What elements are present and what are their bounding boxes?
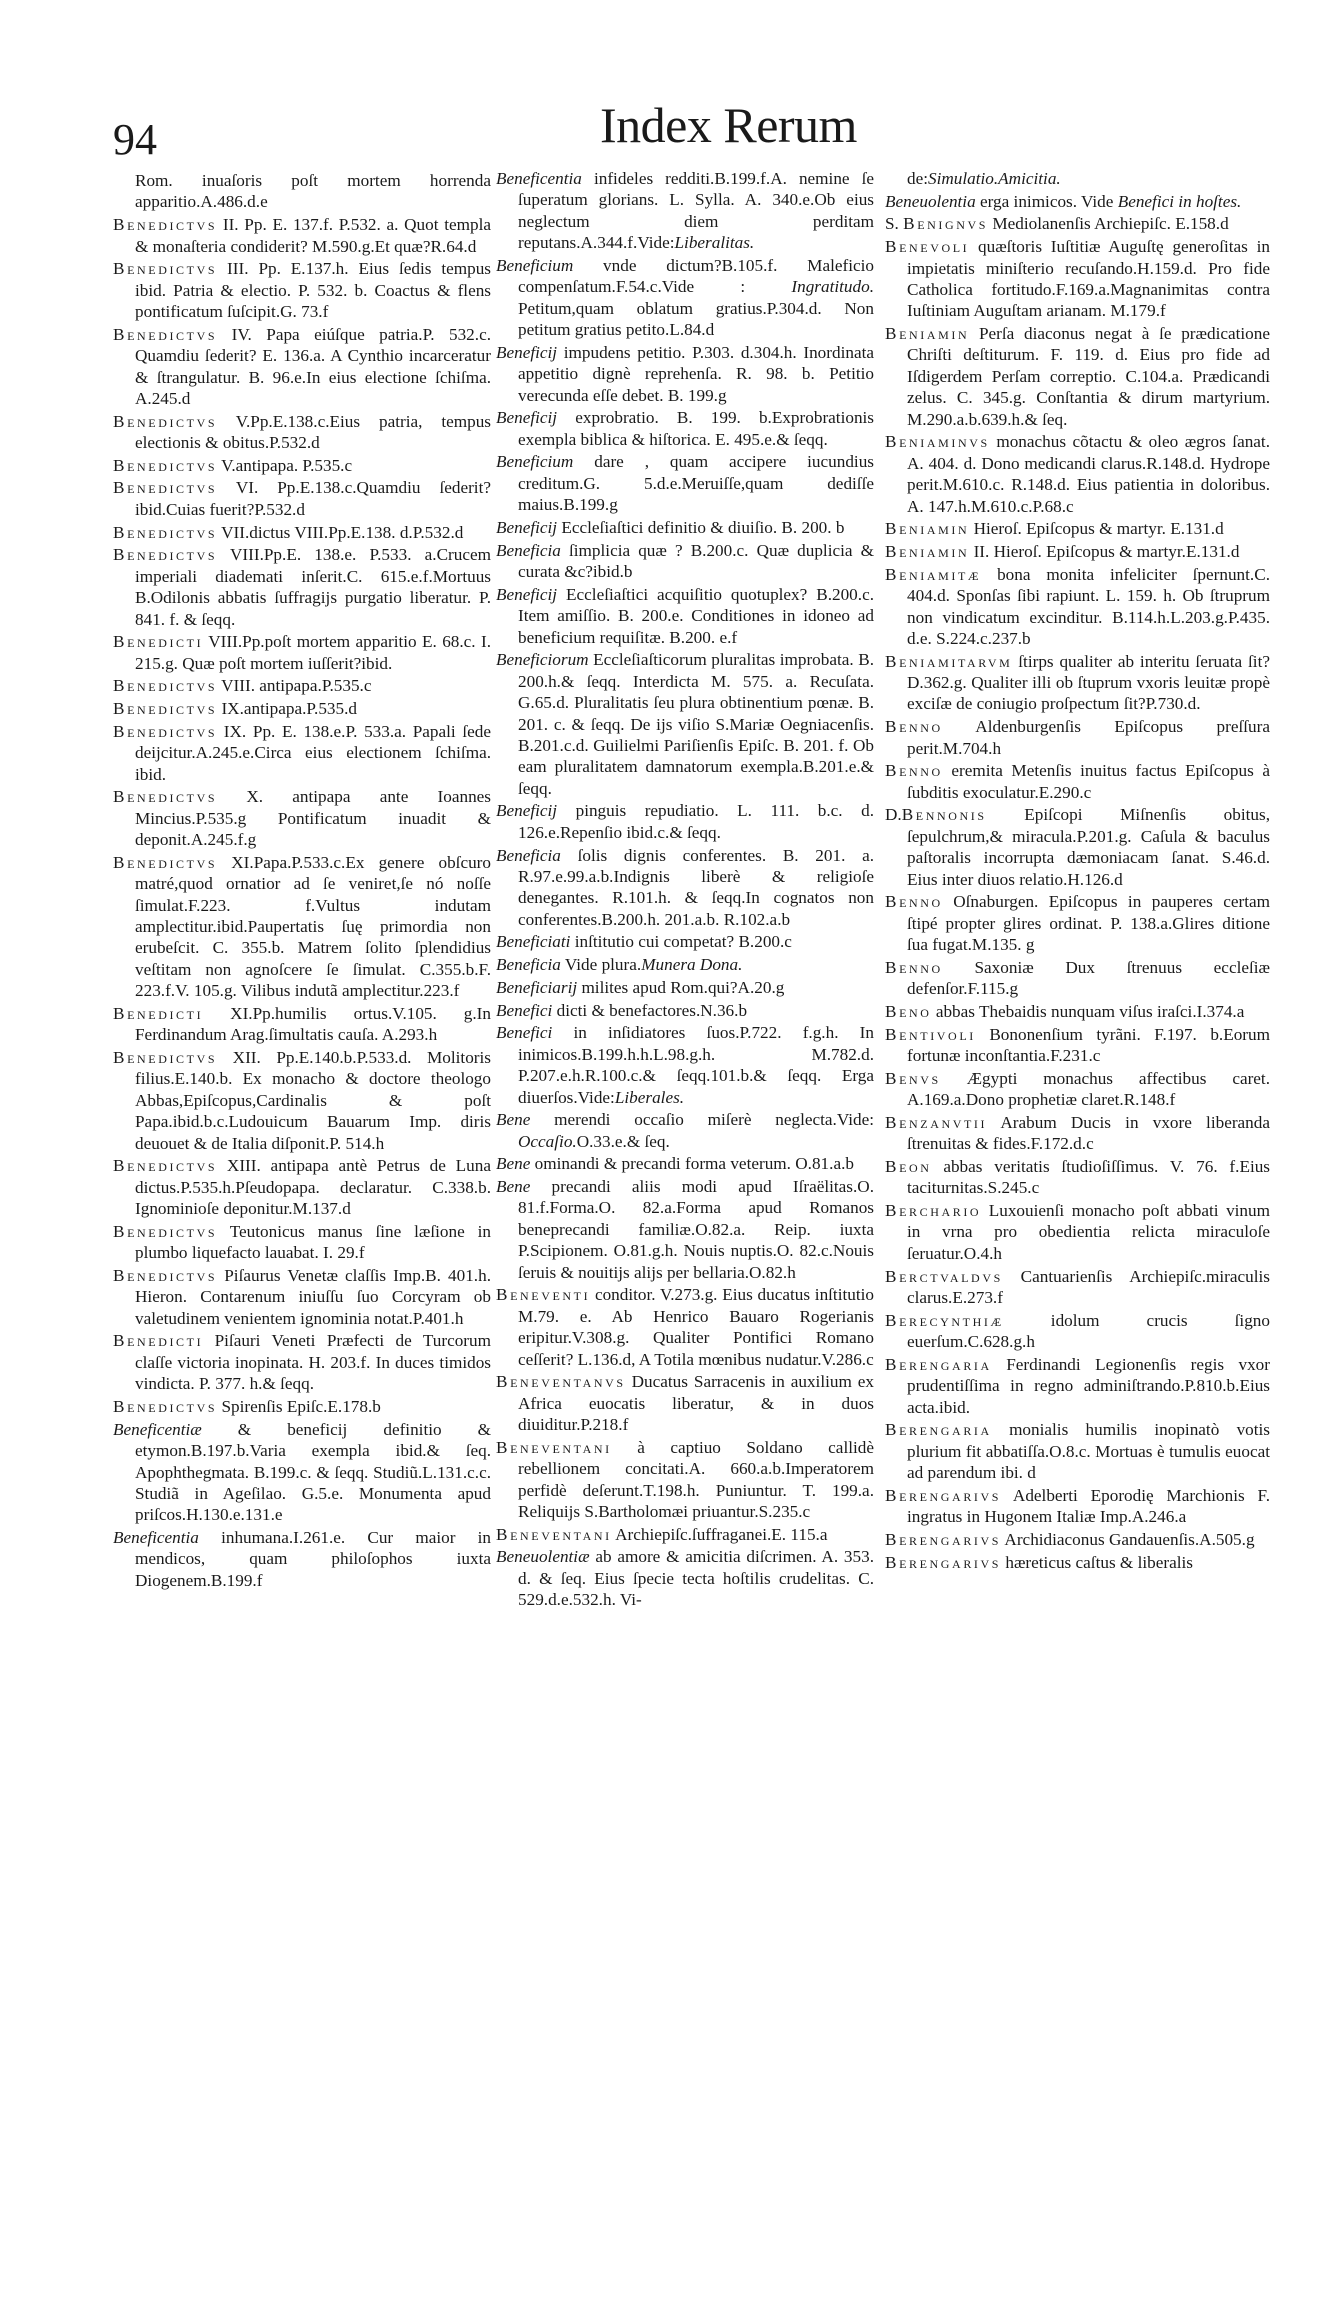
entry-headword: Benvs [885,1068,941,1088]
entry-headword: Beneficiarij [496,977,578,997]
entry-headword: Benedictvs [113,1396,218,1416]
index-entry [113,1003,491,1046]
index-entry [885,431,1270,517]
entry-headword: Berengaria [885,1420,992,1440]
index-entry [885,323,1270,430]
entry-text: IX. Pp. E. 138.e.P. 533.a. Papali ſede deijcitur.A.245.e.Circa eius electionem ſchiſma. ibid. [135,721,491,784]
entry-text: Mediolanenſis Archiepiſc. E.158.d [988,214,1229,234]
entry-headword: Benefici [496,1000,553,1020]
index-entry [113,544,491,630]
entry-text: V.Pp.E.138.c.Eius patria, tempus electionis & obitus.P.532.d [135,411,491,453]
entry-headword: Benefici [496,1023,553,1043]
entry-headword: Benedictvs [113,522,218,542]
index-entry [496,800,874,843]
entry-headword: Beneficium [496,452,574,472]
entry-text: ſimplicia quæ ? B.200.c. Quæ duplicia & curata &c?ibid.b [518,540,874,582]
index-entry [113,1396,491,1417]
entry-headword: Bentivoli [885,1024,976,1044]
entry-headword: Beneficium [496,255,574,275]
index-entry [885,804,1270,890]
index-entry [496,1000,874,1021]
entry-text: Ferdinandi Legionenſis regis vxor prudentiſſima in regno adminiſtrando.P.810.b.Eius acta.ibid. [907,1354,1270,1417]
entry-text: VIII.Pp.poſt mortem apparitio E. 68.c. I. 215.g. Quæ poſt mortem iuſſerit?ibid. [135,632,491,673]
entry-text: in inſidiatores ſuos.P.722. f.g.h. In inimicos.B.199.h.h.L.98.g.h. M.782.d. P.207.e.h.R.100.c.& ſeqq.101.b.& ſeqq. Erga diuerſos.Vide: [518,1023,874,1107]
entry-text: vnde dictum?B.105.f. Maleficio compenſatum.F.54.c.Vide : [518,255,874,297]
entry-headword: Beniamin [885,324,970,344]
entry-text: Eccleſiaſtici definitio & diuiſio. B. 200. b [557,517,845,537]
index-entry [496,342,874,406]
entry-headword: Beneficentiæ [113,1419,202,1439]
entry-text: Piſauri Veneti Præfecti de Turcorum claſſe victoria inopinata. H. 203.f. In duces timidos vindicta. P. 377. h.& ſeqq. [135,1331,491,1394]
entry-headword: Benedictvs [113,1221,218,1241]
entry-text: Benignvs [903,214,989,234]
index-entry [496,954,874,975]
entry-headword: Beneventani [496,1437,612,1457]
index-entry [885,518,1270,539]
index-entry [496,255,874,341]
entry-headword: Benedictvs [113,1048,218,1067]
entry-text: D. [885,805,902,825]
index-entry [113,1047,491,1154]
entry-text: Vide plura. [560,955,642,975]
cross-reference: Simulatio.Amicitia. [928,169,1061,188]
entry-text: XI.Pp.humilis ortus.V.105. g.In Ferdinandum Arag.ſimultatis cauſa. A.293.h [135,1003,491,1045]
entry-text: VIII. antipapa.P.535.c [217,676,372,696]
entry-headword: Benedictvs [113,787,218,807]
entry-headword: Beniamin [885,519,970,539]
index-entry-continuation [113,170,491,213]
cross-reference: Ingratitudo. [791,277,874,297]
index-entry [885,1112,1270,1155]
index-entry [885,1156,1270,1199]
entry-headword: Beneficiorum [496,650,589,670]
index-entry [113,411,491,454]
index-entry [885,760,1270,803]
index-entry [885,1310,1270,1353]
index-entry [885,564,1270,650]
entry-text: X. antipapa ante Ioannes Mincius.P.535.g Pontificatum inuadit & deponit.A.245.f.g [135,787,491,850]
entry-text: Ægypti monachus affectibus caret. A.169.a.Dono prophetiæ claret.R.148.f [907,1068,1270,1110]
entry-headword: Beneficij [496,801,558,821]
entry-text: Aldenburgenſis Epiſcopus preſſura perit.M.704.h [907,717,1270,758]
entry-headword: Berengarivs [885,1485,1002,1505]
cross-reference: Occaſio. [518,1131,577,1151]
entry-headword: Benedictvs [113,1265,218,1285]
index-entry [496,1546,874,1610]
cross-reference: Benefici in hoſtes. [1117,191,1242,211]
index-entry [113,631,491,674]
cross-reference: Liberalitas. [674,233,755,253]
index-entry [496,649,874,799]
entry-text: Bennonis [901,805,987,825]
index-entry [496,1437,874,1523]
entry-text: ominandi & precandi forma veterum. O.81.a.b [530,1154,854,1174]
entry-headword: Benedictvs [113,852,218,872]
cross-reference: Munera Dona. [641,955,743,975]
index-entry [113,477,491,520]
index-entry [885,1529,1270,1550]
entry-text: Piſaurus Venetæ claſſis Imp.B. 401.h. Hieron. Contarenum iniuſſu ſuo Corcyram ob valetudinem venientem ignominia notat.P.401.h [135,1265,491,1328]
index-entry [885,1354,1270,1418]
index-entry [496,977,874,998]
entry-text: Teutonicus manus ſine læſione in plumbo liquefacto lauabat. I. 29.f [135,1221,491,1263]
entry-text: IV. Papa eiúſque patria.P. 532.c. Quamdiu ſederit? E. 136.a. A Cynthio incarceratur & ſtrangulatur. B. 96.e.In eius electione ſchiſma. A.245.d [135,324,491,408]
entry-text: Spirenſis Epiſc.E.178.b [217,1396,381,1416]
index-column-middle [496,168,874,1612]
entry-text: inſtitutio cui competat? B.200.c [570,932,792,952]
index-entry [113,852,491,1002]
entry-headword: Benno [885,892,943,912]
entry-headword: Benedictvs [113,1156,218,1176]
entry-text: monachus cõtactu & oleo ægros ſanat. A. 404. d. Dono medicandi clarus.R.148.d. Hydrope perit.M.610.c. R.148.d. Eius patientia in doloribus. A. 147.h.M.610.c.P.68.c [907,432,1270,516]
entry-text: XI.Papa.P.533.c.Ex genere obſcuro matré,quod ornatior ad ſe veniret,ſe nó noſſe ſimulat.F.223. f.Vultus indutam amplectitur.ibid.Paupertatis ſuę primordia non erubeſcit. C. 355.b. Matrem ſolito ſplendidius veſtitam non agnoſcere ſe ſimulat. C.355.b.F. 223.f.V. 105.g. Vilibus indutã amplectitur.223.f [135,852,491,1001]
index-entry [496,407,874,450]
entry-text: Archidiaconus Gandauenſis.A.505.g [1001,1529,1255,1549]
entry-headword: Benedicti [113,1003,204,1023]
index-entry [113,1221,491,1264]
entry-headword: Benno [885,957,943,977]
entry-text: XIII. antipapa antè Petrus de Luna dictus.P.535.h.Pſeudopapa. declaratur. C.338.b. Ignominioſe deponitur.M.137.d [135,1156,491,1219]
entry-headword: Beneficij [496,342,558,362]
index-column-left [113,170,491,1593]
entry-text: pinguis repudiatio. L. 111. b.c. d. 126.e.Repenſio ibid.c.& ſeqq. [518,801,874,842]
entry-headword: Benedictvs [113,478,218,498]
index-entry [113,455,491,476]
entry-text: dare , quam accipere iucundius creditum.G. 5.d.e.Meruiſſe,quam dediſſe maius.B.199.g [518,452,874,515]
entry-text: Epiſcopi Miſnenſis obitus, ſepulchrum,& miracula.P.201.g. Caſula & baculus paſtoralis incorrupta dæmoniacam ſanat. S.46.d. Eius inter diuos relatio.H.126.d [907,805,1270,889]
index-entry [113,1527,491,1591]
entry-headword: Benedictvs [113,215,218,235]
entry-text: idolum crucis ſigno euerſum.C.628.g.h [907,1310,1270,1352]
entry-text: II. Pp. E. 137.f. P.532. a. Quot templa & monaſteria condiderit? M.590.g.Et quæ?R.64.d [135,215,491,256]
entry-headword: Benedicti [113,1331,204,1351]
entry-headword: Beon [885,1156,932,1176]
index-entry [496,584,874,648]
index-entry [885,191,1270,212]
entry-text: Rom. inuaſoris poſt mortem horrenda apparitio.A.486.d.e [135,171,491,212]
entry-text: Hieroſ. Epiſcopus & martyr. E.131.d [969,519,1224,539]
entry-headword: Benevoli [885,237,970,257]
index-entry [885,651,1270,715]
entry-headword: Berecynthiæ [885,1310,1004,1330]
entry-headword: Beno [885,1001,932,1021]
entry-headword: Berctvaldvs [885,1266,1003,1286]
entry-text: dicti & benefactores.N.36.b [552,1000,748,1020]
entry-headword: Bene [496,1110,531,1130]
index-entry [113,214,491,257]
entry-headword: Beneficiati [496,932,571,952]
entry-headword: Berchario [885,1201,982,1221]
index-entry [885,1001,1270,1022]
index-entry [885,1024,1270,1067]
index-entry [113,258,491,322]
index-entry [885,891,1270,955]
index-entry [885,1419,1270,1483]
entry-headword: Beneuolentiæ [496,1547,590,1567]
entry-headword: Beneficij [496,584,558,604]
entry-text: Adelberti Eporodię Marchionis F. ingratus in Hugonem Italiæ Imp.A.246.a [907,1485,1270,1527]
entry-text: Luxouienſi monacho poſt abbati vinum in vrna pro obedientia relicta miraculoſe ſeruatur.O.4.h [907,1201,1270,1263]
entry-text: Bononenſium tyrãni. F.197. b.Eorum fortunæ inconſtantia.F.231.c [907,1024,1270,1065]
index-entry [113,1265,491,1329]
entry-text: Perſa diaconus negat à ſe prædicatione Chriſti deſtiturum. F. 119. d. Eius pro fide ad Iſdigerdem Perſam correptio. C.104.a. Prædicandi zelus. C. 345.g. Conſtantia & dirum martyrium. M.290.a.b.639.h.& ſeq. [907,324,1270,429]
entry-headword: Beneuolentia [885,191,976,211]
index-entry [885,1552,1270,1573]
index-entry [885,1266,1270,1309]
index-entry [113,786,491,850]
index-entry [113,324,491,410]
entry-headword: Beniamitæ [885,564,982,584]
entry-headword: Benno [885,717,943,737]
entry-text: infideles redditi.B.199.f.A. nemine ſe ſuperatum glorians. L. Sylla. A. 340.e.Ob eius neglectum diem perditam reputans.A.344.f.Vide: [518,169,874,253]
entry-headword: Beneventani [496,1524,612,1544]
entry-text: IX.antipapa.P.535.d [217,699,358,719]
index-entry [496,451,874,515]
entry-headword: Beneficentia [496,169,582,188]
entry-headword: Beniamin [885,541,970,561]
entry-headword: Beneficentia [113,1528,199,1548]
entry-text: inhumana.I.261.e. Cur maior in mendicos, quam philoſophos iuxta Diogenem.B.199.f [135,1528,491,1590]
entry-headword: Benedictvs [113,721,218,741]
index-entry [496,845,874,931]
entry-text: VIII.Pp.E. 138.e. P.533. a.Crucem imperiali diademati inſerit.C. 615.e.f.Mortuus B.Odilonis abbatis ſuffragijs purgatio liberatur. P. 841. f. & ſeqq. [135,545,491,629]
index-entry [885,1200,1270,1264]
entry-headword: Berengarivs [885,1529,1002,1549]
index-entry [496,540,874,583]
entry-text: conditor. V.273.g. Eius ducatus inſtitutio M.79. e. Ab Henrico Bauaro Rogerianis eripitur.V.308.g. Qualiter Pontifici Romano ceſſerit? L.136.d, A Totila mœnibus nudatur.V.286.c [518,1285,874,1369]
entry-headword: Beneficij [496,408,558,428]
index-entry [885,1485,1270,1528]
index-entry [113,675,491,696]
entry-text: impudens petitio. P.303. d.304.h. Inordinata appetitio dignè reprehenſa. R. 98. b. Petitio verecunda eſſe debet. B. 199.g [518,342,874,405]
entry-text: O.33.e.& ſeq. [576,1131,670,1151]
index-entry [496,1371,874,1435]
index-entry [496,168,874,254]
entry-headword: Bene [496,1177,531,1197]
entry-text: exprobratio. B. 199. b.Exprobrationis exempla biblica & hiſtorica. E. 495.e.& ſeqq. [518,408,874,449]
entry-text: III. Pp. E.137.h. Eius ſedis tempus ibid. Patria & electio. P. 532. b. Coactus & flens pontificatum ſuſcipit.G. 73.f [135,259,491,322]
entry-headword: Benno [885,761,943,781]
entry-headword: Benedictvs [113,676,218,696]
entry-text: eremita Metenſis inuitus factus Epiſcopus à ſubditis exoculatur.E.290.c [907,761,1270,802]
index-entry-continuation [885,168,1270,189]
running-head-title: Index Rerum [600,97,857,153]
entry-text: monialis humilis inopinatò votis plurium fit abbatiſſa.O.8.c. Mortuas è tumulis euocat ad parendum ibi. d [907,1420,1270,1483]
index-entry [885,957,1270,1000]
index-entry [496,1022,874,1108]
index-entry [113,1155,491,1219]
index-entry [496,1153,874,1174]
index-entry [113,522,491,543]
entry-text: milites apud Rom.qui?A.20.g [577,977,785,997]
entry-headword: Benedictvs [113,455,218,475]
entry-text: bona monita infeliciter ſpernunt.C. 404.d. Sponſas ſibi rapiunt. L. 159. h. Ob ſtruprum non vindicatum excinditur. B.114.h.L.203.g.P.435. d.e. S.224.c.237.b [907,564,1270,648]
entry-text: precandi aliis modi apud Iſraëlitas.O. 81.f.Forma.O. 82.a.Forma apud Romanos beneprecandi familiæ.O.82.a. Reip. iuxta P.Scipionem. O.81.g.h. Nouis nuptis.O. 82.c.Nouis ſeruis & nouitijs alijs per bellaria.O.82.h [518,1177,874,1282]
index-entry [113,698,491,719]
entry-headword: Beneficia [496,845,561,865]
index-entry [496,1109,874,1152]
index-entry [885,716,1270,759]
entry-headword: Berengarivs [885,1552,1002,1572]
entry-headword: Beneventanvs [496,1372,626,1392]
entry-text: II. Hieroſ. Epiſcopus & martyr.E.131.d [969,541,1240,561]
entry-text: ſtirps qualiter ab interitu ſeruata ſit? D.362.g. Qualiter illi ob ſtuprum vxoris leuitæ propè exciſæ de coniugio proſpectum ſit?P.730.d. [907,651,1270,714]
index-entry [885,1068,1270,1111]
cross-reference: Liberales. [614,1087,685,1107]
entry-text: Eccleſiaſtici acquiſitio quotuplex? B.200.c. Item amiſſio. B. 200.e. Conditiones in idoneo ad beneficium requiſitæ. B.200. e.f [518,584,874,647]
entry-text: ab amore & amicitia diſcrimen. A. 353. d. & ſeq. Eius ſpecie tecta hoſtilis crudelitas. C. 529.d.e.532.h. Vi- [518,1547,874,1610]
entry-headword: Benedictvs [113,324,218,344]
entry-text: quæſtoris Iuſtitiæ Auguſtę generoſitas in impietatis miniſterio recuſando.H.159.d. Pro fide Catholica fortitudo.F.169.a.Magnanimitas contra Iuſtiniam Auguſtam arianam. M.179.f [907,237,1270,321]
index-entry [885,236,1270,322]
entry-text: abbas Thebaidis nunquam viſus iraſci.I.374.a [931,1001,1245,1021]
entry-headword: Beniamitarvm [885,651,1013,671]
entry-text: Oſnaburgen. Epiſcopus in pauperes certam ſtipé propter glires ordinat. P. 138.a.Glires ditione ſua fugat.M.135. g [907,892,1270,955]
entry-text: Eccleſiaſticorum pluralitas improbata. B. 200.h.& ſeqq. Interdicta M. 575. a. Recuſata. G.65.d. Pluralitatis ſeu plura obtinentium pœnæ. B. 201. c. & ſeqq. De ijs viſio S.Mariæ Oegniacenſis. B.201.c.d. Guilielmi Pariſienſis Epiſc. B. 201. f. Ob eam pluralitatem damnatorum exempla.B.201.e.& ſeqq. [518,650,874,798]
index-entry [496,1176,874,1283]
entry-headword: Benedictvs [113,411,218,431]
entry-text: XII. Pp.E.140.b.P.533.d. Molitoris filius.E.140.b. Ex monacho & doctore theologo Abbas,Epiſcopus,Cardinalis & poſt Papa.ibid.b.c.Ludouicum Bauarum Imp. diris deuouet & de Italia diſponit.P. 514.h [135,1048,491,1153]
entry-text: à captiuo Soldano callidè rebellionem concitati.A. 660.a.b.Imperatorem perfidè deſerunt.T.198.h. Puniuntur. T. 199.a. Reliquijs S.Bartholomæi priuantur.S.235.c [518,1437,874,1522]
entry-text: V.antipapa. P.535.c [217,455,353,475]
entry-text: Arabum Ducis in vxore liberanda ſtrenuitas & fides.F.172.d.c [907,1112,1270,1154]
index-entry [113,721,491,785]
entry-headword: Beniaminvs [885,432,990,452]
entry-text: Ducatus Sarracenis in auxilium ex Africa euocatis liberatur, & in duos diuiditur.P.218.f [518,1372,874,1435]
index-entry [885,213,1270,234]
index-entry [113,1419,491,1526]
page-number: 94 [113,115,157,164]
entry-headword: Beneficia [496,540,561,560]
entry-text: erga inimicos. Vide [975,191,1118,211]
index-entry [496,1284,874,1370]
entry-text: Saxoniæ Dux ſtrenuus eccleſiæ defenſor.F.115.g [907,957,1270,999]
index-entry [113,1330,491,1394]
entry-text: Petitum,quam oblatum gratius.P.304.d. Non petitum gratius petito.L.84.d [518,298,874,340]
index-entry [496,931,874,952]
entry-headword: Benedictvs [113,545,218,565]
entry-headword: Bene [496,1154,531,1174]
index-column-right [885,168,1270,1574]
entry-text: abbas veritatis ſtudioſiſſimus. V. 76. f.Eius taciturnitas.S.245.c [907,1156,1270,1198]
entry-text: & beneficij definitio & etymon.B.197.b.Varia exempla ibid.& ſeq. Apophthegmata. B.199.c. & ſeqq. Studiũ.L.131.c.c. Studiã in Ageſilao. G.5.e. Monumenta apud priſcos.H.130.e.131.e [135,1419,491,1525]
index-entry [496,517,874,538]
entry-text: de: [907,169,928,188]
entry-headword: Benedictvs [113,259,218,279]
entry-text: Archiepiſc.ſuffraganei.E. 115.a [611,1524,828,1544]
entry-headword: Benzanvtii [885,1112,988,1132]
index-entry [885,541,1270,562]
index-entry [496,1524,874,1545]
entry-headword: Benedicti [113,632,204,652]
entry-text: ſolis dignis conferentes. B. 201. a. R.97.e.99.a.b.Indignis liberè & religioſe denegantes. R.101.h. & ſeqq.In cognatos non conferentes.B.200.h. 201.a.b. R.102.a.b [518,845,874,929]
entry-text: hæreticus caſtus & liberalis [1001,1552,1193,1572]
entry-headword: Beneficij [496,517,558,537]
entry-headword: Berengaria [885,1354,992,1374]
entry-headword: Benedictvs [113,699,218,719]
entry-text: VII.dictus VIII.Pp.E.138. d.P.532.d [217,522,464,542]
entry-text: Cantuarienſis Archiepiſc.miraculis clarus.E.273.f [907,1266,1270,1307]
entry-text: VI. Pp.E.138.c.Quamdiu ſederit?ibid.Cuias fuerit?P.532.d [135,478,491,519]
entry-text: merendi occaſio miſerè neglecta.Vide: [530,1110,874,1130]
entry-text: S. [885,214,904,234]
entry-headword: Beneventi [496,1285,591,1305]
entry-headword: Beneficia [496,955,561,975]
